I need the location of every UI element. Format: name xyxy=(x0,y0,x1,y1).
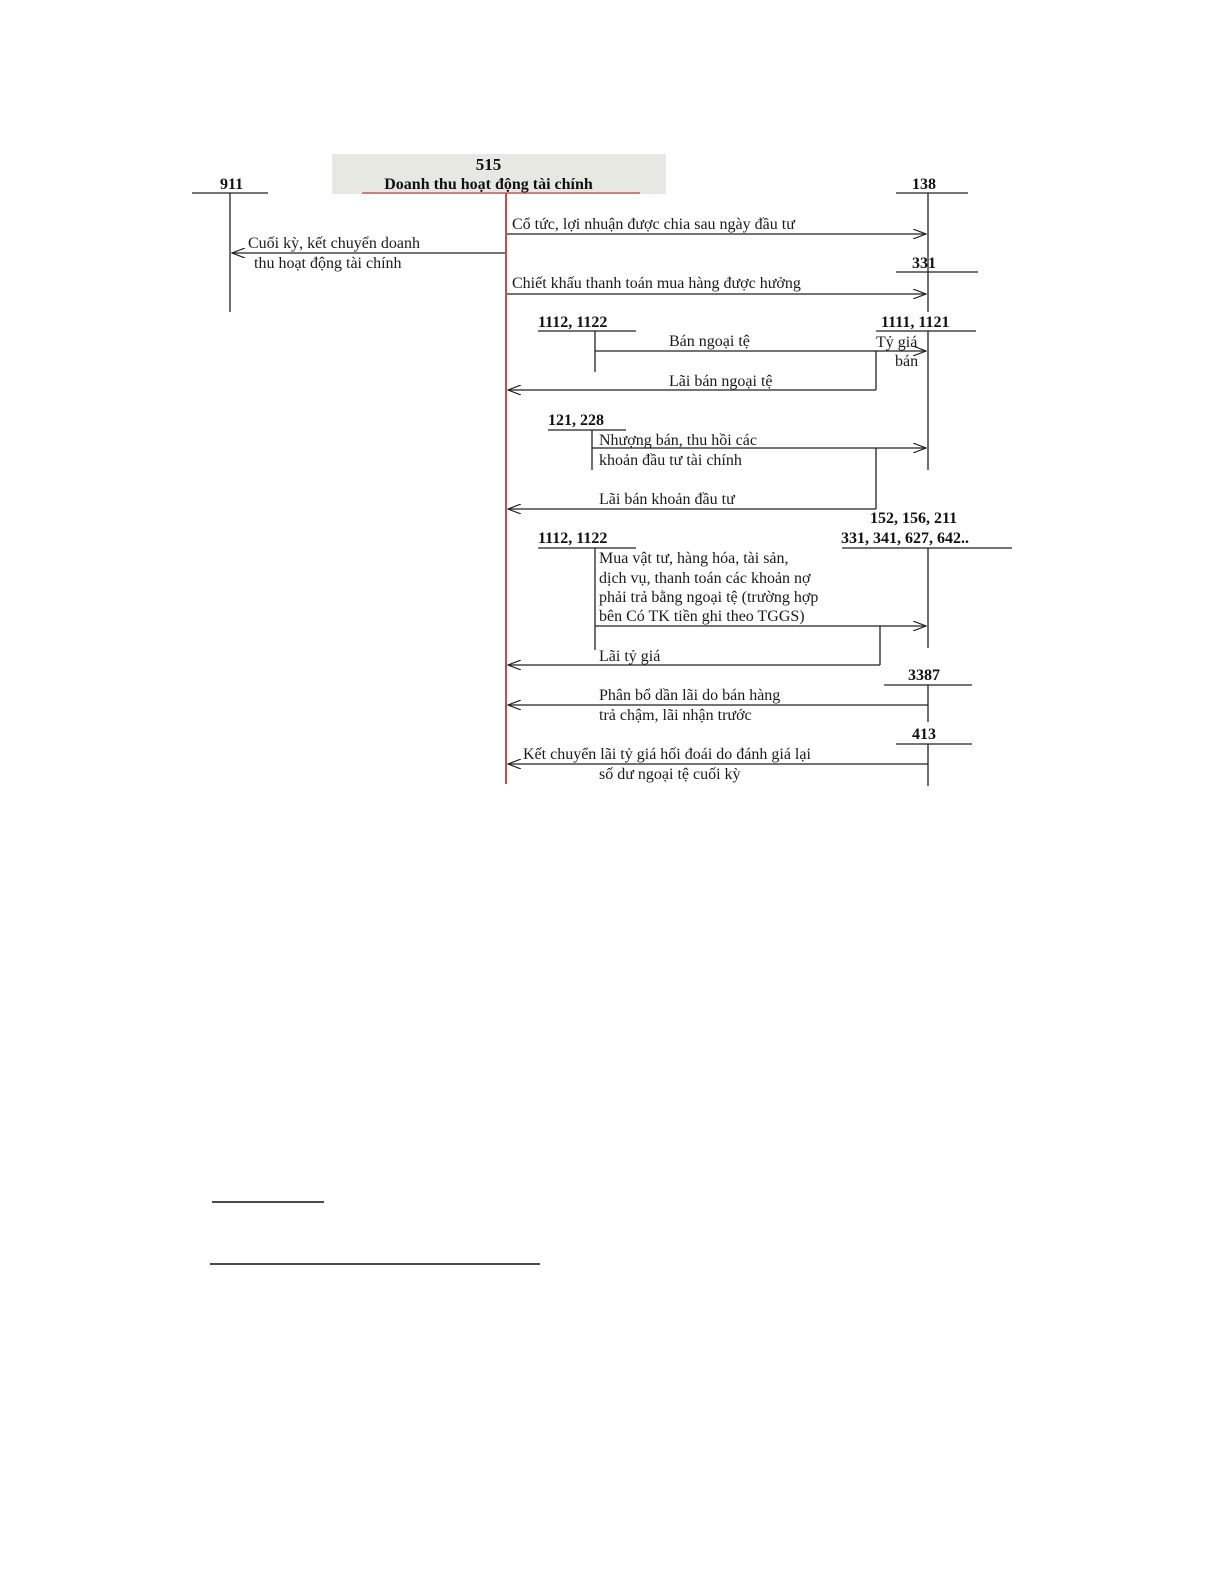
account-121-label: 121, 228 xyxy=(548,412,604,429)
account-413-label: 413 xyxy=(912,726,936,743)
label-lai-ban-ngoai-te: Lãi bán ngoại tệ xyxy=(669,373,773,390)
account-138-label: 138 xyxy=(912,176,936,193)
label-chiet-khau: Chiết khấu thanh toán mua hàng được hưởng xyxy=(512,275,801,292)
account-1112-top-label: 1112, 1122 xyxy=(538,314,608,331)
label-phan-bo-line1: Phân bổ dần lãi do bán hàng xyxy=(599,687,781,704)
label-mua-line1: Mua vật tư, hàng hóa, tài sản, xyxy=(599,550,789,567)
label-co-tuc: Cổ tức, lợi nhuận được chia sau ngày đầu tư xyxy=(512,216,795,233)
label-lai-ban-khoan: Lãi bán khoản đầu tư xyxy=(599,491,735,508)
label-ban-ngoai-te: Bán ngoại tệ xyxy=(669,333,750,350)
account-3387-label: 3387 xyxy=(908,667,940,684)
account-1111-label: 1111, 1121 xyxy=(881,314,950,331)
label-ban: bán xyxy=(895,353,919,370)
account-152-label: 152, 156, 211 xyxy=(870,510,958,527)
label-lai-ty-gia: Lãi tỷ giá xyxy=(599,648,661,665)
label-mua-line4: bên Có TK tiền ghi theo TGGS) xyxy=(599,608,805,625)
account-331-label: 331 xyxy=(912,255,936,272)
label-phan-bo-line2: trả chậm, lãi nhận trước xyxy=(599,707,752,724)
main-account-title: Doanh thu hoạt động tài chính xyxy=(384,176,593,193)
label-ket-chuyen-line1: Kết chuyển lãi tỷ giá hối đoái do đánh giá lại xyxy=(523,746,811,763)
label-mua-line3: phải trả bằng ngoại tệ (trường hợp xyxy=(599,589,819,606)
account-911-label: 911 xyxy=(220,176,244,193)
label-cuoi-ky-line2: thu hoạt động tài chính xyxy=(254,255,402,272)
label-nhuong-ban-line1: Nhượng bán, thu hồi các xyxy=(599,432,757,449)
account-331b-label: 331, 341, 627, 642.. xyxy=(841,530,969,547)
account-1112-bottom-label: 1112, 1122 xyxy=(538,530,608,547)
label-cuoi-ky-line1: Cuối kỳ, kết chuyển doanh xyxy=(248,235,420,252)
label-nhuong-ban-line2: khoản đầu tư tài chính xyxy=(599,452,742,469)
label-ty-gia: Tỷ giá xyxy=(876,334,918,351)
label-mua-line2: dịch vụ, thanh toán các khoản nợ xyxy=(599,570,811,587)
main-account-code: 515 xyxy=(475,155,502,174)
label-ket-chuyen-line2: số dư ngoại tệ cuối kỳ xyxy=(599,766,741,783)
